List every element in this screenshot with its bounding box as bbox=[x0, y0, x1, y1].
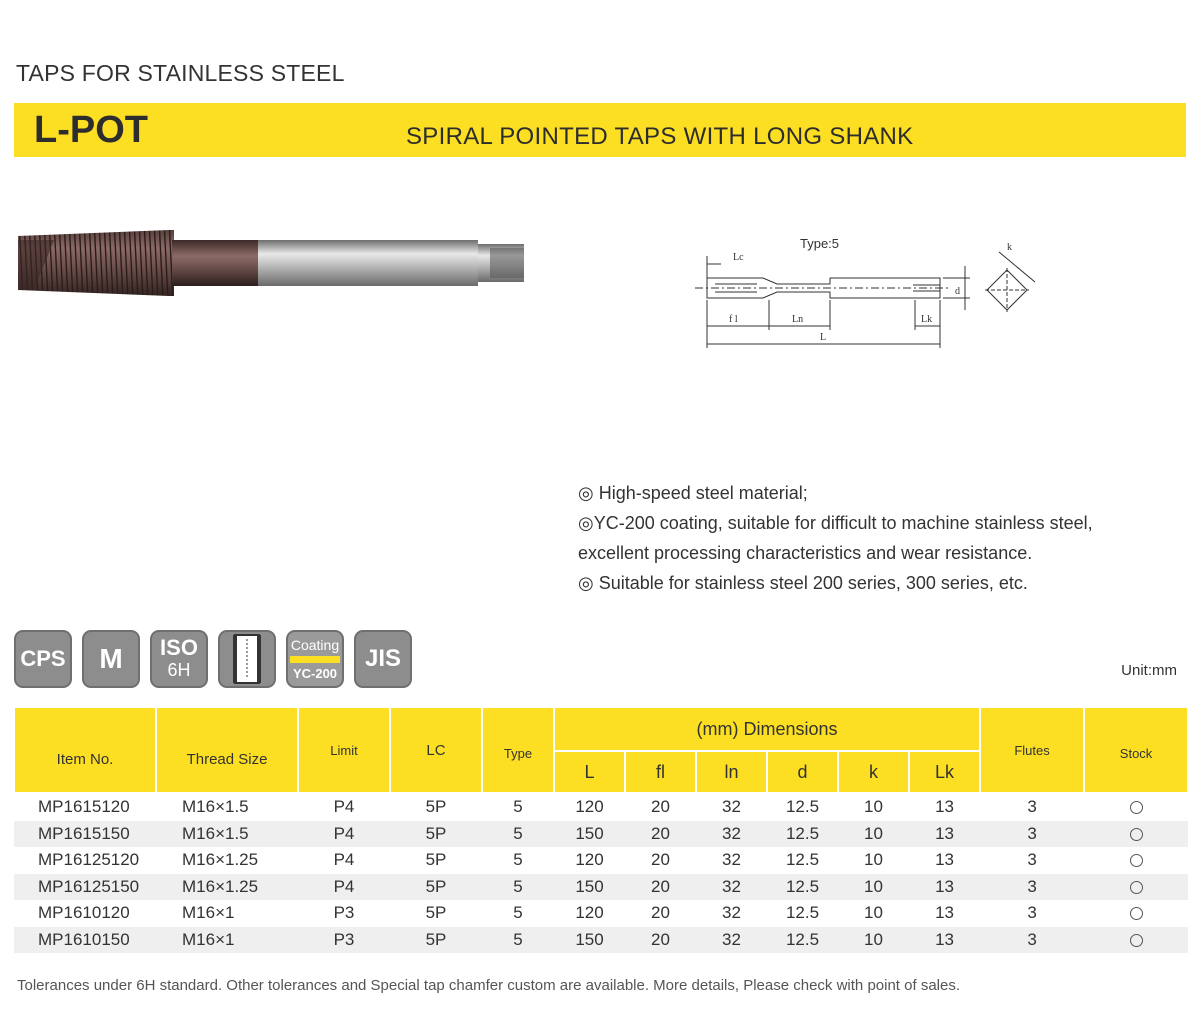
limit-cell: P4 bbox=[333, 797, 355, 817]
stock-circle-icon bbox=[1130, 934, 1143, 947]
lc-cell: 5P bbox=[390, 874, 482, 901]
metric-thread-icon bbox=[82, 630, 140, 688]
item-no-cell: MP16125120 bbox=[38, 850, 140, 870]
item-no-cell: MP1610150 bbox=[14, 927, 156, 954]
stock-circle-icon bbox=[1130, 828, 1143, 841]
thread-size-cell: M16×1 bbox=[156, 927, 298, 954]
iso-icon-label: ISO bbox=[160, 635, 198, 660]
ln-cell: 32 bbox=[696, 927, 767, 954]
fl-cell: 20 bbox=[651, 797, 670, 817]
flutes-cell: 3 bbox=[1027, 903, 1037, 923]
label-ln: Ln bbox=[792, 314, 804, 325]
table-row bbox=[14, 847, 1188, 874]
lk-cell: 13 bbox=[909, 874, 980, 901]
lk-cell: 13 bbox=[935, 903, 954, 923]
length-cell: 150 bbox=[554, 821, 625, 848]
spec-table-body bbox=[14, 793, 1188, 953]
spec-table bbox=[13, 706, 1189, 953]
label-lk: Lk bbox=[921, 314, 933, 325]
coating-icon-label: Coating bbox=[290, 636, 340, 653]
fl-cell: 20 bbox=[625, 927, 696, 954]
type-cell: 5 bbox=[513, 797, 523, 817]
stock-cell bbox=[1084, 874, 1188, 901]
item-no-cell: MP1615120 bbox=[38, 797, 130, 817]
coating-type-label: YC-200 bbox=[292, 665, 338, 681]
header-type: Type bbox=[482, 707, 554, 793]
length-cell: 150 bbox=[554, 874, 625, 901]
header-ln: ln bbox=[696, 751, 767, 793]
header-l: L bbox=[554, 751, 625, 793]
k-cell: 10 bbox=[838, 927, 909, 954]
fl-cell: 20 bbox=[651, 903, 670, 923]
feature-item: ◎ Suitable for stainless steel 200 series, 300 series, etc. bbox=[578, 573, 1028, 593]
stock-cell bbox=[1084, 900, 1188, 927]
table-row bbox=[14, 900, 1188, 927]
lc-cell: 5P bbox=[425, 850, 447, 870]
k-cell: 10 bbox=[864, 903, 883, 923]
table-row bbox=[14, 793, 1188, 821]
coating-bar bbox=[290, 656, 340, 663]
thread-size-cell: M16×1 bbox=[182, 903, 235, 923]
limit-cell: P3 bbox=[298, 927, 390, 954]
lc-cell: 5P bbox=[390, 927, 482, 954]
model-name: L-POT bbox=[34, 109, 148, 151]
lk-cell: 13 bbox=[935, 850, 954, 870]
shank-type-icon bbox=[218, 630, 276, 688]
label-fl: f l bbox=[729, 314, 738, 325]
stock-circle-icon bbox=[1130, 801, 1143, 814]
iso-6h-icon bbox=[150, 630, 208, 688]
metric-icon-label: M bbox=[99, 643, 123, 674]
thread-size-cell: M16×1.25 bbox=[182, 850, 259, 870]
cps-icon bbox=[14, 630, 72, 688]
feature-item: ◎ High-speed steel material; bbox=[578, 483, 808, 503]
feature-item: excellent processing characteristics and wear resistance. bbox=[578, 543, 1033, 563]
lc-cell: 5P bbox=[390, 821, 482, 848]
k-cell: 10 bbox=[838, 821, 909, 848]
ln-cell: 32 bbox=[696, 874, 767, 901]
header-fl: fl bbox=[625, 751, 696, 793]
ln-cell: 32 bbox=[696, 821, 767, 848]
header-limit: Limit bbox=[298, 707, 390, 793]
stock-cell bbox=[1084, 847, 1188, 874]
stock-cell bbox=[1084, 793, 1188, 821]
header-lk: Lk bbox=[909, 751, 980, 793]
header-lc: LC bbox=[390, 707, 482, 793]
item-no-cell: MP16125150 bbox=[14, 874, 156, 901]
stock-circle-icon bbox=[1130, 907, 1143, 920]
type-cell: 5 bbox=[513, 850, 523, 870]
header-thread-size: Thread Size bbox=[156, 707, 298, 793]
label-lc: Lc bbox=[733, 252, 744, 263]
header-d: d bbox=[767, 751, 838, 793]
flutes-cell: 3 bbox=[980, 821, 1084, 848]
tap-dimension-diagram bbox=[685, 230, 1065, 360]
stock-circle-icon bbox=[1130, 854, 1143, 867]
feature-list bbox=[578, 478, 1093, 598]
feature-item: ◎YC-200 coating, suitable for difficult to machine stainless steel, bbox=[578, 513, 1093, 533]
length-cell: 120 bbox=[575, 850, 604, 870]
thread-size-cell: M16×1.5 bbox=[156, 821, 298, 848]
header-item-no: Item No. bbox=[14, 707, 156, 793]
lk-cell: 13 bbox=[935, 797, 954, 817]
cps-icon-label: CPS bbox=[20, 646, 66, 671]
jis-icon bbox=[354, 630, 412, 688]
type-cell: 5 bbox=[482, 927, 554, 954]
k-cell: 10 bbox=[864, 850, 883, 870]
footnote: Tolerances under 6H standard. Other tolerances and Special tap chamfer custom are available. More details, Please check with point of sales. bbox=[17, 977, 961, 994]
thread-size-cell: M16×1.5 bbox=[182, 797, 249, 817]
k-cell: 10 bbox=[838, 874, 909, 901]
diameter-cell: 12.5 bbox=[767, 874, 838, 901]
type-cell: 5 bbox=[482, 874, 554, 901]
label-l: L bbox=[820, 332, 827, 343]
k-cell: 10 bbox=[864, 797, 883, 817]
table-row bbox=[14, 821, 1188, 848]
shank-profile-icon bbox=[227, 633, 267, 685]
lk-cell: 13 bbox=[909, 927, 980, 954]
flutes-cell: 3 bbox=[980, 927, 1084, 954]
diameter-cell: 12.5 bbox=[767, 927, 838, 954]
length-cell: 120 bbox=[575, 797, 604, 817]
coating-icon bbox=[286, 630, 344, 688]
diameter-cell: 12.5 bbox=[785, 903, 820, 923]
diameter-cell: 12.5 bbox=[785, 850, 820, 870]
limit-cell: P4 bbox=[298, 821, 390, 848]
diameter-cell: 12.5 bbox=[785, 797, 820, 817]
limit-cell: P4 bbox=[298, 874, 390, 901]
label-d: d bbox=[955, 286, 960, 297]
stock-cell bbox=[1084, 821, 1188, 848]
length-cell: 120 bbox=[575, 903, 604, 923]
tap-tool-image bbox=[14, 220, 534, 340]
limit-cell: P4 bbox=[333, 850, 355, 870]
ln-cell: 32 bbox=[722, 903, 741, 923]
type-cell: 5 bbox=[482, 821, 554, 848]
item-no-cell: MP1615150 bbox=[14, 821, 156, 848]
fl-cell: 20 bbox=[625, 874, 696, 901]
ln-cell: 32 bbox=[722, 850, 741, 870]
header-flutes: Flutes bbox=[980, 707, 1084, 793]
thread-size-cell: M16×1.25 bbox=[156, 874, 298, 901]
diameter-cell: 12.5 bbox=[767, 821, 838, 848]
table-row bbox=[14, 927, 1188, 954]
table-row bbox=[14, 874, 1188, 901]
flutes-cell: 3 bbox=[1027, 797, 1037, 817]
item-no-cell: MP1610120 bbox=[38, 903, 130, 923]
lc-cell: 5P bbox=[425, 797, 447, 817]
product-subtitle: SPIRAL POINTED TAPS WITH LONG SHANK bbox=[406, 123, 914, 150]
header-dimensions: (mm) Dimensions bbox=[554, 707, 980, 751]
unit-label: Unit:mm bbox=[1121, 662, 1177, 679]
iso-tolerance-label: 6H bbox=[167, 660, 191, 680]
jis-icon-label: JIS bbox=[364, 645, 402, 672]
standard-icons bbox=[14, 630, 412, 688]
header-k: k bbox=[838, 751, 909, 793]
product-banner bbox=[14, 103, 1186, 157]
limit-cell: P3 bbox=[333, 903, 355, 923]
stock-cell bbox=[1084, 927, 1188, 954]
header-stock: Stock bbox=[1084, 707, 1188, 793]
length-cell: 150 bbox=[554, 927, 625, 954]
flutes-cell: 3 bbox=[980, 874, 1084, 901]
ln-cell: 32 bbox=[722, 797, 741, 817]
stock-circle-icon bbox=[1130, 881, 1143, 894]
lc-cell: 5P bbox=[425, 903, 447, 923]
type-cell: 5 bbox=[513, 903, 523, 923]
category-title: TAPS FOR STAINLESS STEEL bbox=[16, 60, 345, 86]
fl-cell: 20 bbox=[625, 821, 696, 848]
diagram-type-label: Type:5 bbox=[800, 236, 840, 251]
lk-cell: 13 bbox=[909, 821, 980, 848]
label-k: k bbox=[1007, 242, 1012, 253]
flutes-cell: 3 bbox=[1027, 850, 1037, 870]
fl-cell: 20 bbox=[651, 850, 670, 870]
